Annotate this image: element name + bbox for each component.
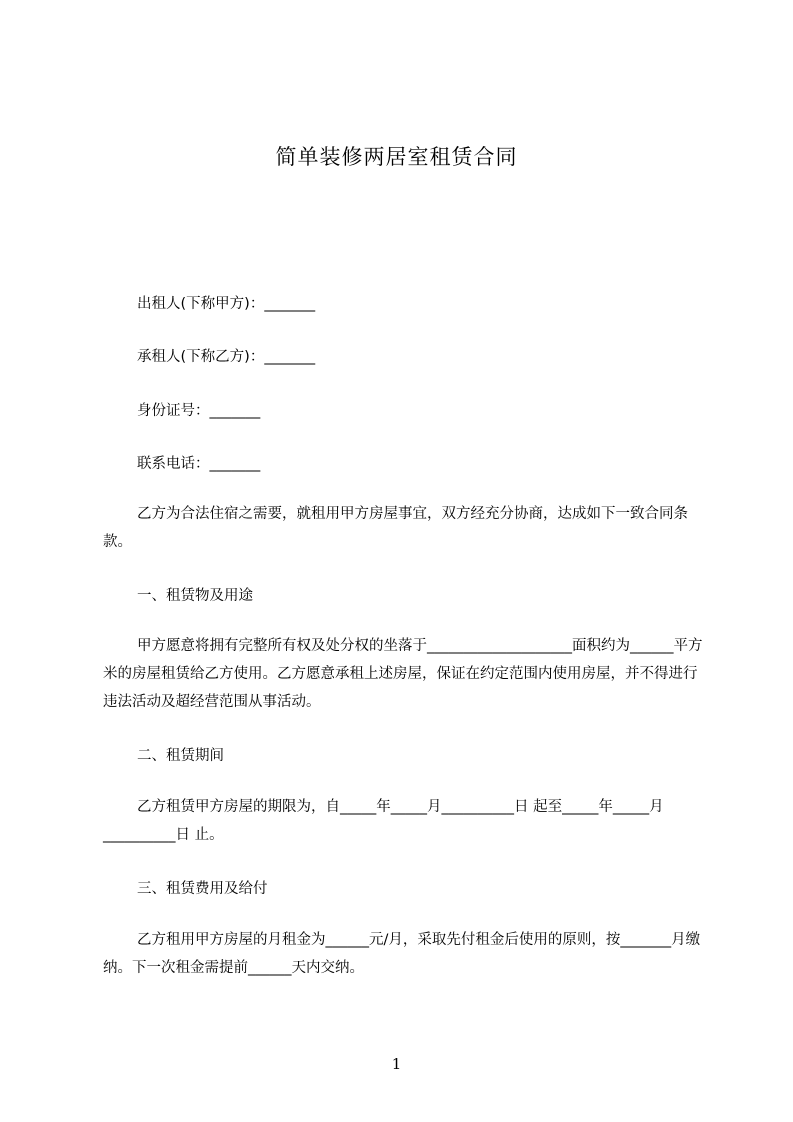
preamble-paragraph: 乙方为合法住宿之需要，就租用甲方房屋事宜，双方经充分协商，达成如下一致合同条款。	[103, 506, 688, 550]
section-heading-lease-period: 二、租赁期间	[137, 748, 224, 764]
section-heading-lease-fees: 三、租赁费用及给付	[137, 881, 268, 897]
section-body-lease-fees: 乙方租用甲方房屋的月租金为______元/月，采取先付租金后使用的原则，按_______月缴纳。下一次租金需提前______天内交纳。	[103, 932, 701, 976]
lessee-field: 承租人(下称乙方)：_______	[137, 349, 316, 365]
section-heading-lease-object: 一、租赁物及用途	[137, 588, 253, 604]
section-body-lease-period: 乙方租赁甲方房屋的期限为，自_____年_____月__________日 起至_____年_____月__________日 止。	[103, 799, 664, 843]
page-number: 1	[391, 1055, 402, 1073]
phone-field: 联系电话：_______	[137, 456, 261, 472]
id-number-field: 身份证号：_______	[137, 403, 261, 419]
lessor-field: 出租人(下称甲方)：_______	[137, 296, 316, 312]
section-body-lease-object: 甲方愿意将拥有完整所有权及处分权的坐落于____________________面积约为______平方米的房屋租赁给乙方使用。乙方愿意承租上述房屋，保证在约定范围内使用房屋，并不得进行违法活动及超经营范围从事活动。	[103, 638, 703, 710]
document-title: 简单装修两居室租赁合同	[275, 145, 518, 169]
